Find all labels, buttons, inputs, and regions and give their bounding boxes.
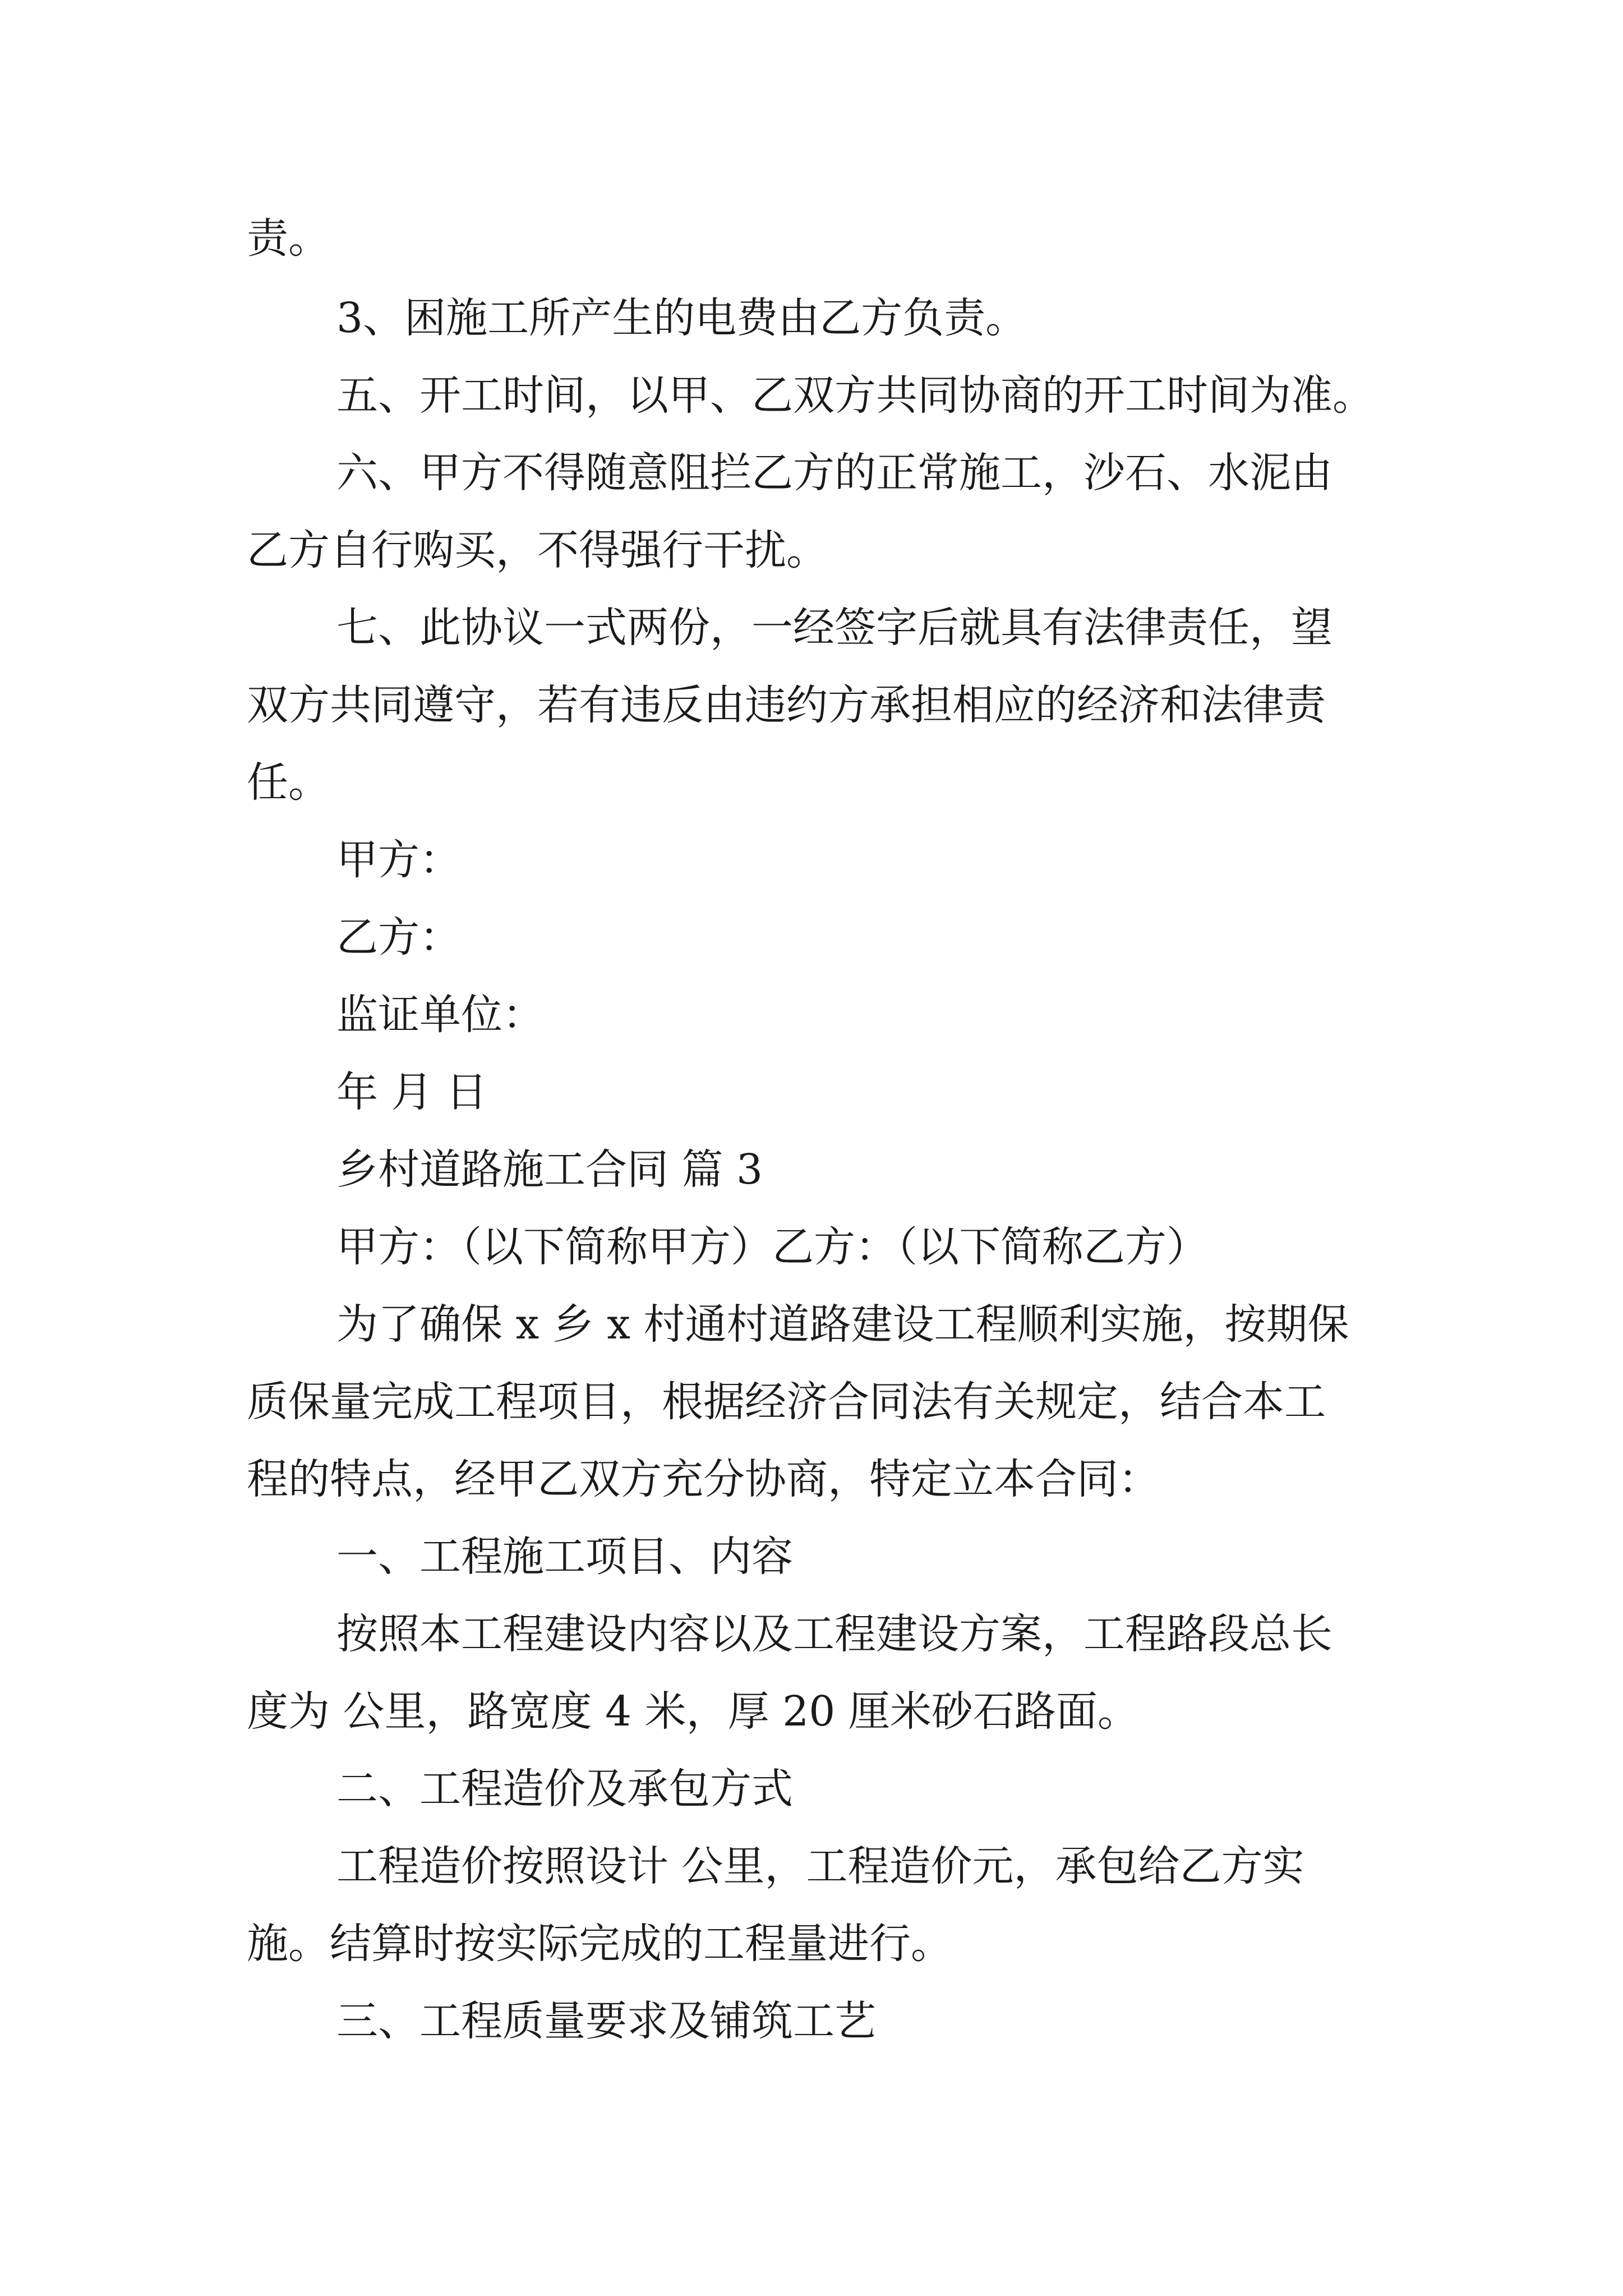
text-line: 程的特点，经甲乙双方充分协商，特定立本合同： (247, 1455, 1160, 1503)
signature-supervisor: 监证单位： (336, 991, 544, 1039)
text-line: 为了确保 x 乡 x 村通村道路建设工程顺利实施，按期保 (336, 1300, 1349, 1349)
clause-heading: 一、工程施工项目、内容 (336, 1533, 793, 1581)
text-line: 按照本工程建设内容以及工程建设方案，工程路段总长 (336, 1610, 1332, 1658)
text-line: 工程造价按照设计 公里，工程造价元，承包给乙方实 (336, 1842, 1304, 1890)
clause-heading: 三、工程质量要求及铺筑工艺 (336, 1997, 876, 2045)
text-line: 3、困施工所产生的电费由乙方负责。 (336, 294, 1027, 342)
text-line: 质保量完成工程项目，根据经济合同法有关规定，结合本工 (247, 1378, 1326, 1426)
text-line: 六、甲方不得随意阻拦乙方的正常施工，沙石、水泥由 (336, 449, 1332, 497)
signature-party-b: 乙方： (336, 913, 461, 961)
text-line: 甲方：（以下简称甲方）乙方：（以下简称乙方） (336, 1223, 1208, 1271)
clause-heading: 二、工程造价及承包方式 (336, 1765, 793, 1813)
signature-party-a: 甲方： (336, 836, 461, 884)
signature-date: 年 月 日 (336, 1068, 488, 1116)
text-line: 乙方自行购买，不得强行干扰。 (247, 526, 828, 574)
text-line: 任。 (247, 758, 330, 807)
section-title: 乡村道路施工合同 篇 3 (336, 1145, 763, 1194)
text-line: 施。结算时按实际完成的工程量进行。 (247, 1920, 952, 1968)
text-line: 度为 公里，路宽度 4 米，厚 20 厘米砂石路面。 (247, 1687, 1139, 1736)
text-line: 责。 (247, 214, 330, 263)
text-line: 五、开工时间，以甲、乙双方共同协商的开工时间为准。 (336, 371, 1374, 420)
text-line: 七、此协议一式两份，一经签字后就具有法律责任，望 (336, 604, 1332, 652)
text-line: 双方共同遵守，若有违反由违约方承担相应的经济和法律责 (247, 681, 1326, 729)
